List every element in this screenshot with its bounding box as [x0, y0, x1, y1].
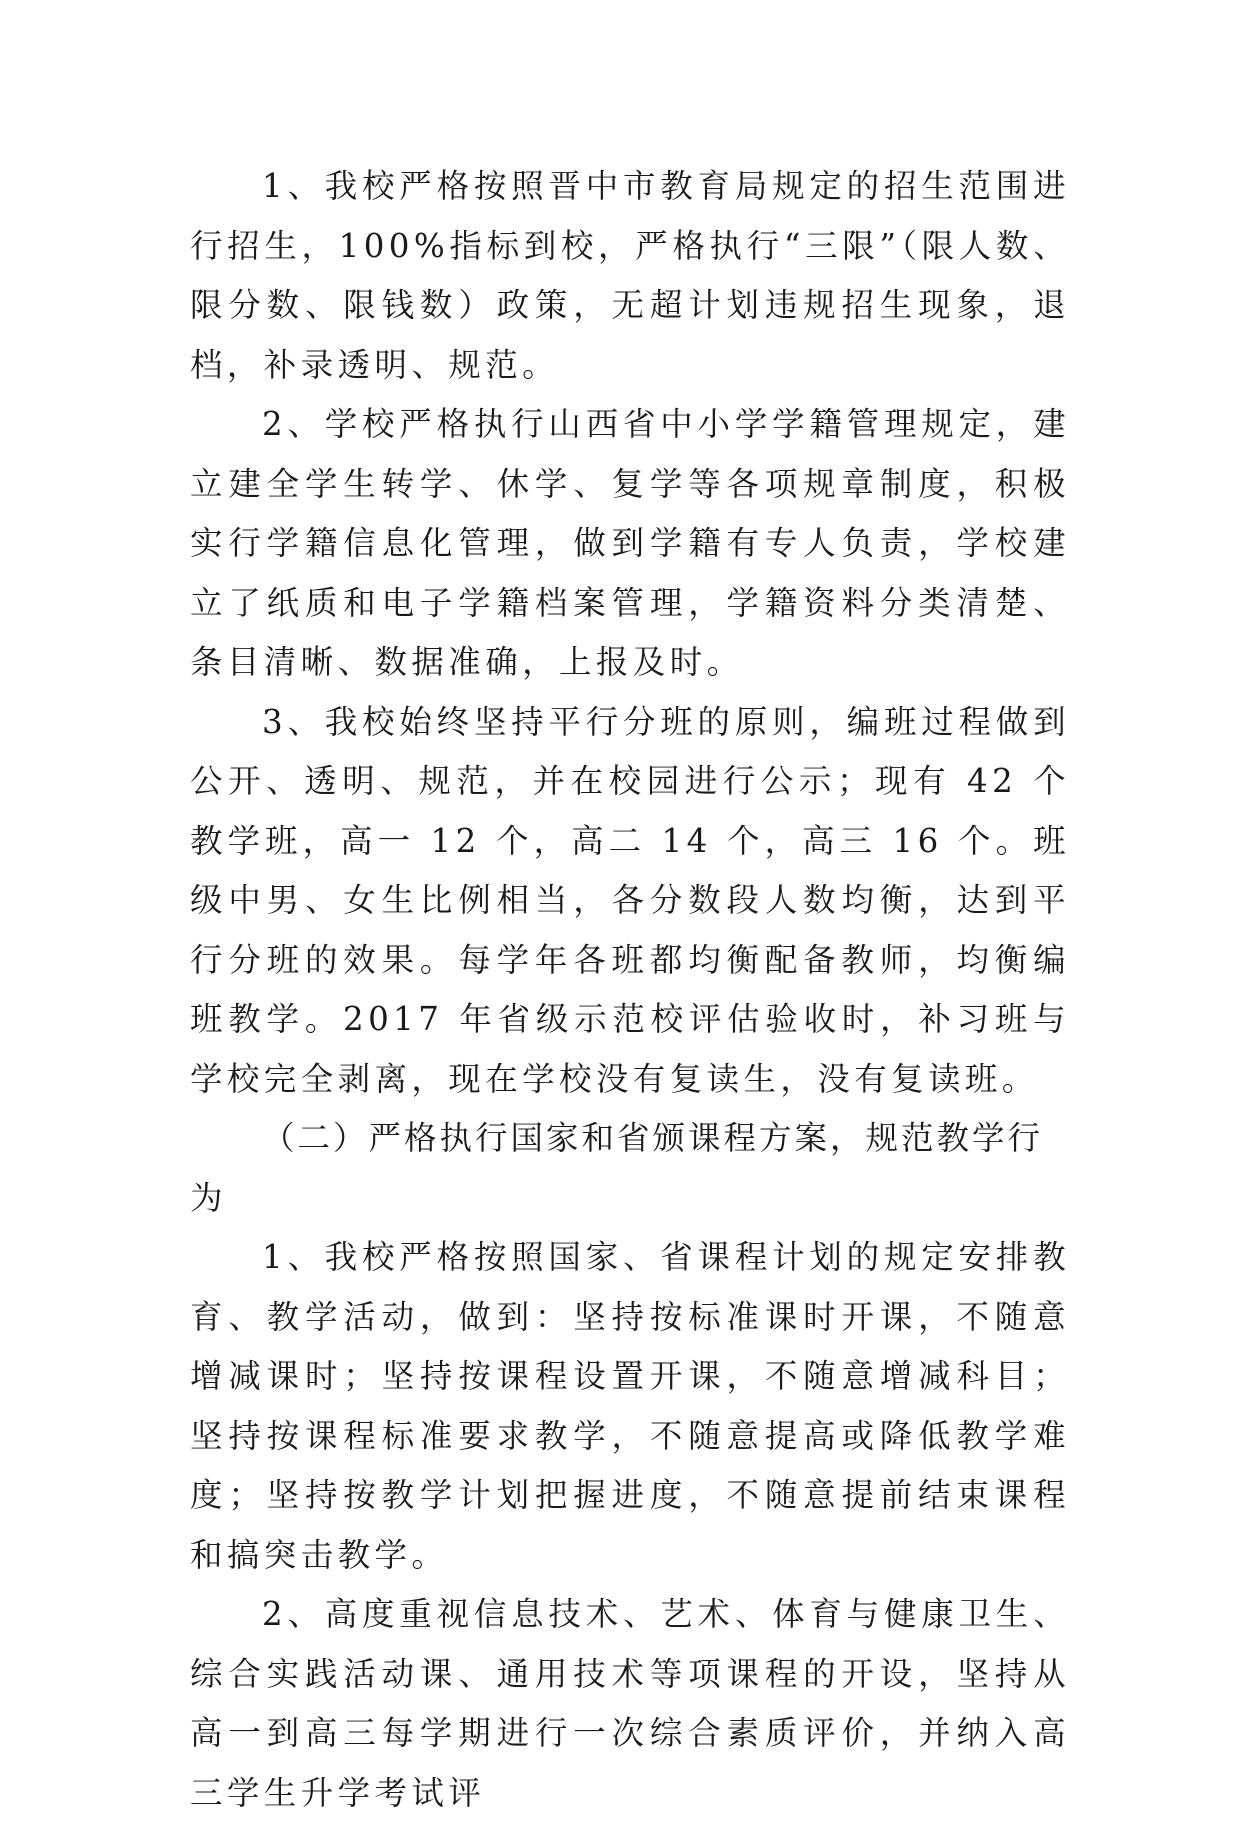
paragraph-student-records: 2、学校严格执行山西省中小学学籍管理规定，建立建全学生转学、休学、复学等各项规章制度，积极实行学籍信息化管理，做到学籍有专人负责，学校建立了纸质和电子学籍档案管理，学籍资料分类清楚、条目清晰、数据准确，上报及时。: [190, 405, 1070, 681]
paragraph-class-grouping: 3、我校始终坚持平行分班的原则，编班过程做到公开、透明、规范，并在校园进行公示；现有 42 个教学班，高一 12 个，高二 14 个，高三 16 个。班级中男、女生比例相当，各分数段人数均衡，达到平行分班的效果。每学年各班都均衡配备教师，均衡编班教学。2017 年省级示范校评估验收时，补习班与学校完全剥离，现在学校没有复读生，没有复读班。: [190, 702, 1070, 1098]
paragraph-course-offering: 2、高度重视信息技术、艺术、体育与健康卫生、综合实践活动课、通用技术等项课程的开设，坚持从高一到高三每学期进行一次综合素质评价，并纳入高三学生升学考试评: [190, 1595, 1070, 1812]
document-body: [190, 157, 1070, 1823]
section-heading: （二）严格执行国家和省颁课程方案，规范教学行为: [190, 1119, 1044, 1217]
paragraph-curriculum-plan: 1、我校严格按照国家、省课程计划的规定安排教育、教学活动，做到：坚持按标准课时开课，不随意增减课时；坚持按课程设置开课，不随意增减科目；坚持按课程标准要求教学，不随意提高或降低教学难度；坚持按教学计划把握进度，不随意提前结束课程和搞突击教学。: [190, 1238, 1070, 1574]
paragraph-enrollment: 1、我校严格按照晋中市教育局规定的招生范围进行招生，100%指标到校，严格执行“三限”（限人数、限分数、限钱数）政策，无超计划违规招生现象，退档，补录透明、规范。: [190, 167, 1070, 384]
